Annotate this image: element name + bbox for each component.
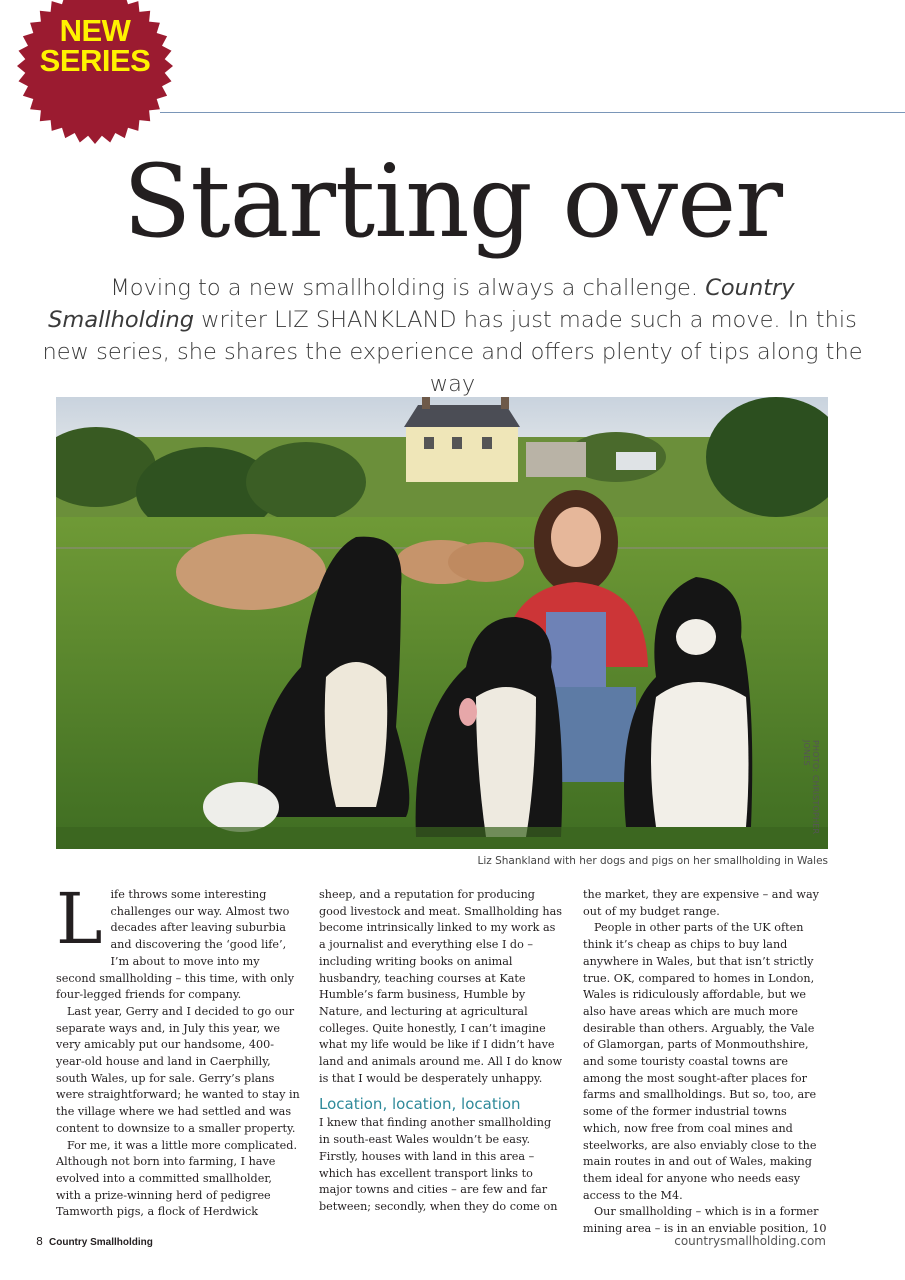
photo-caption: Liz Shankland with her dogs and pigs on her smallholding in Wales bbox=[477, 855, 828, 867]
article-column-3 bbox=[583, 887, 827, 1238]
standfirst-part-1: Moving to a new smallholding is always a challenge. bbox=[110, 275, 706, 301]
website-url[interactable]: countrysmallholding.com bbox=[674, 1234, 826, 1248]
photo-credit: PHOTO: CHRISTOPHER JONES bbox=[802, 740, 820, 835]
badge-line-2: SERIES bbox=[39, 43, 151, 78]
paragraph: the market, they are expensive – and way out of my budget range. bbox=[583, 888, 819, 918]
paragraph: Our smallholding – which is in a former mining area – is in an enviable position, 10 bbox=[583, 1205, 827, 1236]
header-rule bbox=[160, 112, 905, 113]
lead-photo bbox=[56, 397, 828, 849]
magazine-name: Country Smallholding bbox=[49, 1237, 153, 1248]
page-number: 8 bbox=[36, 1235, 43, 1248]
paragraph: sheep, and a reputation for producing good livestock and meat. Smallholding has become intrinsically linked to my work as a journalist and everything else I do – including writing books on animal husbandry, teaching courses at Kate Humble’s farm business, Humble by Nature, and lecturing at agricultural colleges. Quite honestly, I can’t imagine what my life would be like if I didn’t have land and animals around me. All I do know is that I would be desperately unhappy. bbox=[319, 888, 563, 1085]
standfirst-part-2: writer LIZ SHANKLAND has just made such a move. In this new series, she shares the experience and offers plenty of tips along the way bbox=[42, 307, 863, 397]
paragraph: For me, it was a little more complicated. Although not born into farming, I have evolved into a committed smallholder, with a prize-winning herd of pedigree Tamworth pigs, a flock of Herdwick bbox=[56, 1138, 297, 1219]
paragraph: People in other parts of the UK often think it’s cheap as chips to buy land anywhere in Wales, but that isn’t strictly true. OK, compared to homes in London, Wales is ridiculously affordable, but we also have areas which are much more desirable than others. Arguably, the Vale of Glamorgan, parts of Monmouthshire, and some touristy coastal towns are among the most sought-after places for farms and smallholdings. But so, too, are some of the former industrial towns which, now free from coal mines and steelworks, are also enviably close to the main routes in and out of Wales, making them ideal for anyone who needs easy access to the M4. bbox=[583, 921, 817, 1202]
paragraph: Last year, Gerry and I decided to go our separate ways and, in July this year, we very amicably put our handsome, 400-year-old house and land in Caerphilly, south Wales, up for sale. Gerry’s plans were straightforward; he wanted to stay in the village where we had settled and was content to downsize to a smaller property. bbox=[56, 1004, 300, 1135]
paragraph: I knew that finding another smallholding in south-east Wales wouldn’t be easy. Firstly, houses with land in this area – which has excellent transport links to major towns and cities – are few and far between; secondly, when they do come on bbox=[319, 1116, 558, 1213]
article-title: Starting over bbox=[122, 143, 783, 260]
article-column-1 bbox=[56, 878, 300, 1221]
new-series-badge bbox=[10, 0, 180, 144]
paragraph: ife throws some interesting challenges our way. Almost two decades after leaving suburbia and discovering the ‘good life’, I’m about to move into my second smallholding – this time, with only four-legged friends for company. bbox=[56, 888, 295, 1002]
photo-illustration bbox=[56, 397, 828, 849]
page-folio bbox=[36, 1235, 153, 1248]
standfirst-magazine-name: Country Smallholding bbox=[48, 275, 795, 333]
article-column-2 bbox=[319, 887, 563, 1216]
badge-text bbox=[10, 13, 180, 78]
drop-cap: L bbox=[56, 878, 103, 960]
section-subhead: Location, location, location bbox=[319, 1095, 521, 1114]
standfirst bbox=[40, 272, 865, 400]
badge-line-1: NEW bbox=[59, 13, 131, 48]
